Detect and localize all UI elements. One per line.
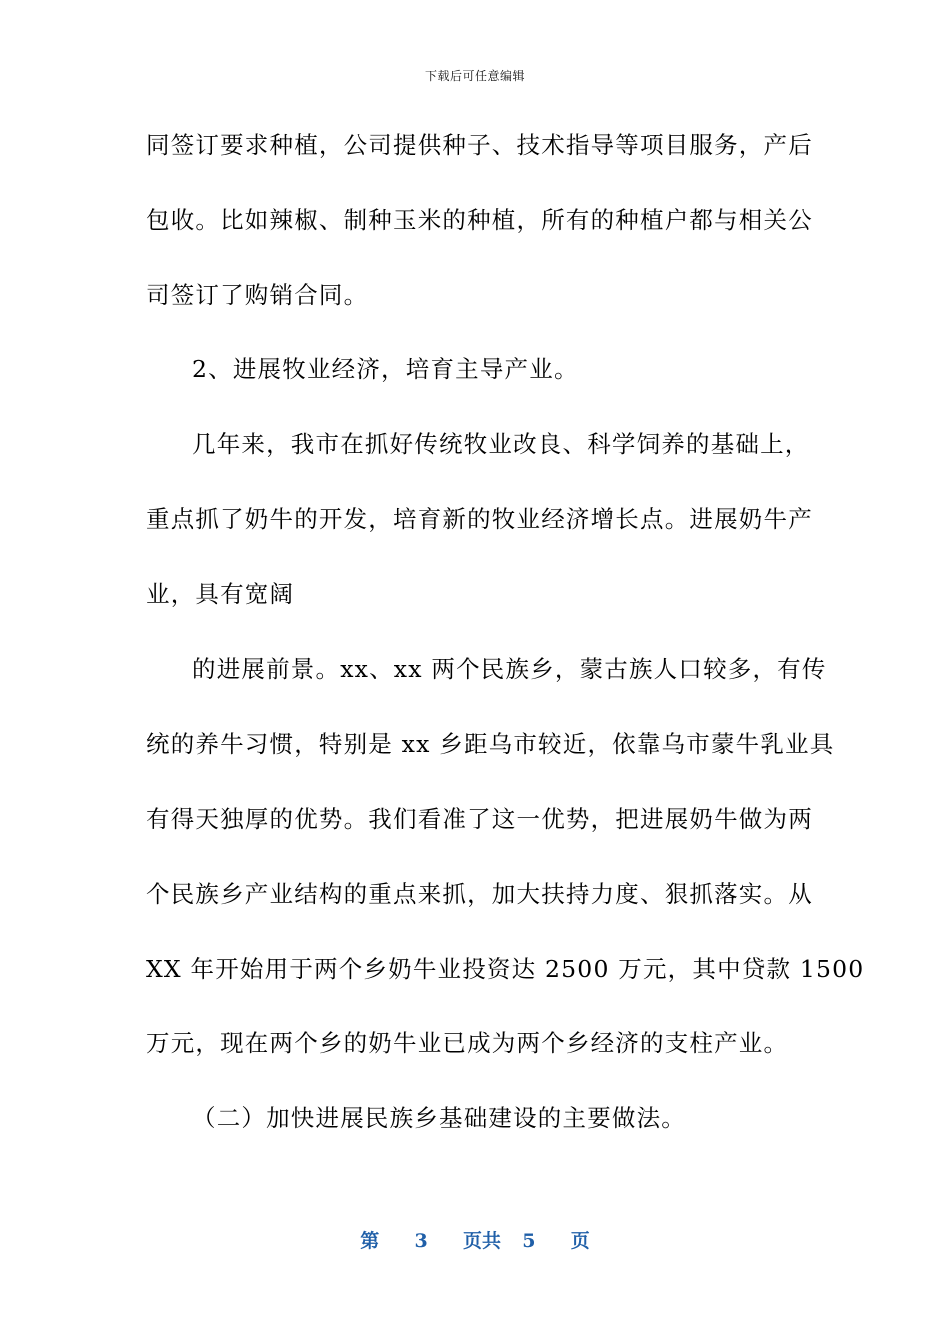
body-line: 司签订了购销合同。	[146, 281, 369, 309]
body-line: 的进展前景。xx、xx 两个民族乡，蒙古族人口较多，有传	[192, 655, 827, 683]
section-heading: 2、进展牧业经济，培育主导产业。	[192, 355, 579, 383]
footer-prefix: 第	[360, 1230, 380, 1252]
body-line: 业，具有宽阔	[146, 580, 295, 608]
body-line: 包收。比如辣椒、制种玉米的种植，所有的种植户都与相关公	[146, 206, 813, 234]
page-total: 5	[522, 1230, 536, 1252]
page-number: 3	[414, 1230, 428, 1252]
section-heading: （二）加快进展民族乡基础建设的主要做法。	[192, 1104, 686, 1132]
page-footer	[0, 1226, 950, 1253]
body-line: 同签订要求种植，公司提供种子、技术指导等项目服务，产后	[146, 131, 813, 159]
body-line: 个民族乡产业结构的重点来抓，加大扶持力度、狠抓落实。从	[146, 880, 813, 908]
body-line: 万元，现在两个乡的奶牛业已成为两个乡经济的支柱产业。	[146, 1029, 789, 1057]
body-line: 重点抓了奶牛的开发，培育新的牧业经济增长点。进展奶牛产	[146, 505, 813, 533]
body-line: XX 年开始用于两个乡奶牛业投资达 2500 万元，其中贷款 1500	[146, 955, 865, 983]
footer-suffix: 页	[570, 1230, 590, 1252]
page-header-note: 下载后可任意编辑	[424, 69, 525, 83]
body-line: 有得天独厚的优势。我们看准了这一优势，把进展奶牛做为两	[146, 805, 813, 833]
body-line: 几年来，我市在抓好传统牧业改良、科学饲养的基础上，	[192, 430, 810, 458]
footer-middle: 页共	[462, 1230, 501, 1252]
body-line: 统的养牛习惯，特别是 xx 乡距乌市较近，依靠乌市蒙牛乳业具	[146, 730, 835, 758]
